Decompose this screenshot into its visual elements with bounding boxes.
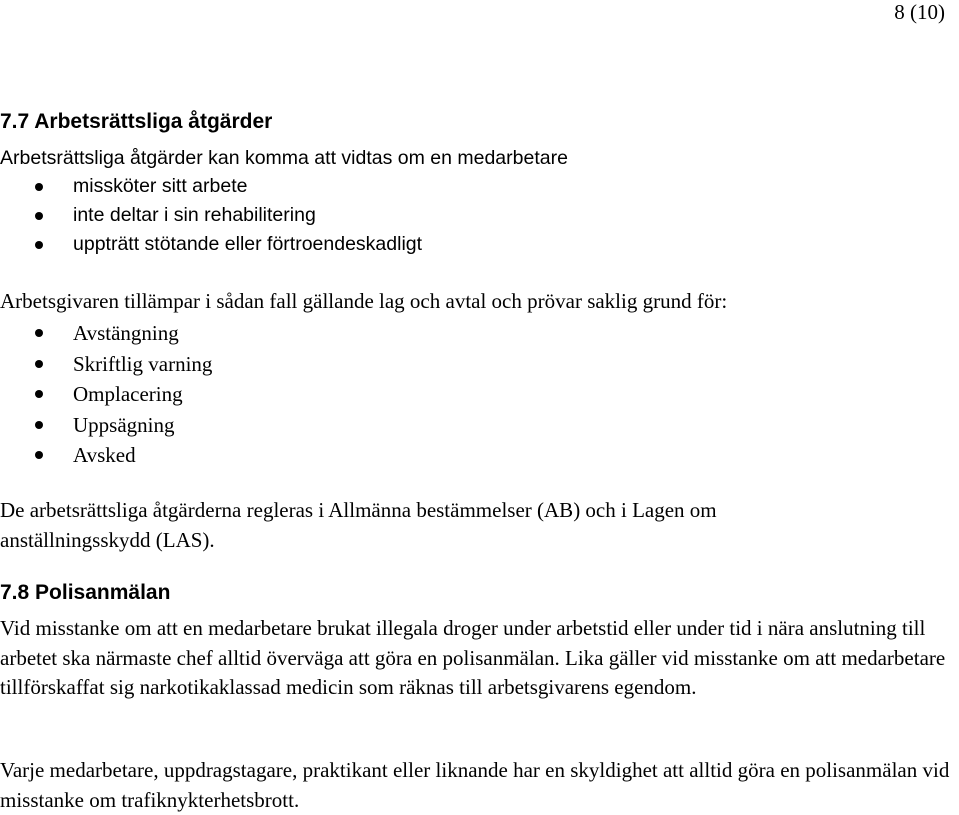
bullet-icon <box>35 241 43 249</box>
list-item-label: Avstängning <box>73 321 179 345</box>
list-item <box>0 410 212 441</box>
list-item-label: Avsked <box>73 443 136 467</box>
list-item-label: missköter sitt arbete <box>73 175 248 197</box>
list-item <box>0 379 212 410</box>
bullet-icon <box>35 421 43 429</box>
conditions-list <box>0 172 422 259</box>
section-heading-7-7: 7.7 Arbetsrättsliga åtgärder <box>0 110 273 133</box>
list-item <box>0 440 212 471</box>
list-item <box>0 201 422 230</box>
page-number: 8 (10) <box>894 0 945 24</box>
employer-text: Arbetsgivaren tillämpar i sådan fall gällande lag och avtal och prövar saklig grund för: <box>0 289 728 313</box>
list-item-label: Skriftlig varning <box>73 351 213 376</box>
list-item <box>0 349 212 380</box>
list-item-label: inte deltar i sin rehabilitering <box>73 204 316 226</box>
section-heading-7-8: 7.8 Polisanmälan <box>0 581 171 604</box>
bullet-icon <box>35 183 43 191</box>
bullet-icon <box>35 329 43 337</box>
list-item <box>0 318 212 349</box>
bullet-icon <box>35 360 43 368</box>
police-report-paragraph-2: Varje medarbetare, uppdragstagare, praktikant eller liknande har en skyldighet att alltid göra en polisanmälan vid misstanke om trafiknykterhetsbrott. <box>0 758 950 812</box>
list-item-label: Uppsägning <box>73 412 175 437</box>
list-item <box>0 230 422 259</box>
measures-list <box>0 318 212 471</box>
list-item <box>0 172 422 201</box>
intro-text: Arbetsrättsliga åtgärder kan komma att vidtas om en medarbetare <box>0 147 568 169</box>
bullet-icon <box>35 212 43 220</box>
list-item-label: uppträtt stötande eller förtroendeskadligt <box>73 233 423 255</box>
regulation-text: De arbetsrättsliga åtgärderna regleras i Allmänna bestämmelser (AB) och i Lagen om anställningsskydd (LAS). <box>0 498 717 552</box>
bullet-icon <box>35 451 43 459</box>
list-item-label: Omplacering <box>73 382 183 406</box>
bullet-icon <box>35 390 43 398</box>
police-report-paragraph-1: Vid misstanke om att en medarbetare brukat illegala droger under arbetstid eller under tid i nära anslutning till arbetet ska närmaste chef alltid överväga att göra en polisanmälan. Lika gäller vid misstanke om att medarbetare tillförskaffat sig narkotikaklassad medicin som räknas till arbetsgivarens egendom. <box>0 616 946 699</box>
